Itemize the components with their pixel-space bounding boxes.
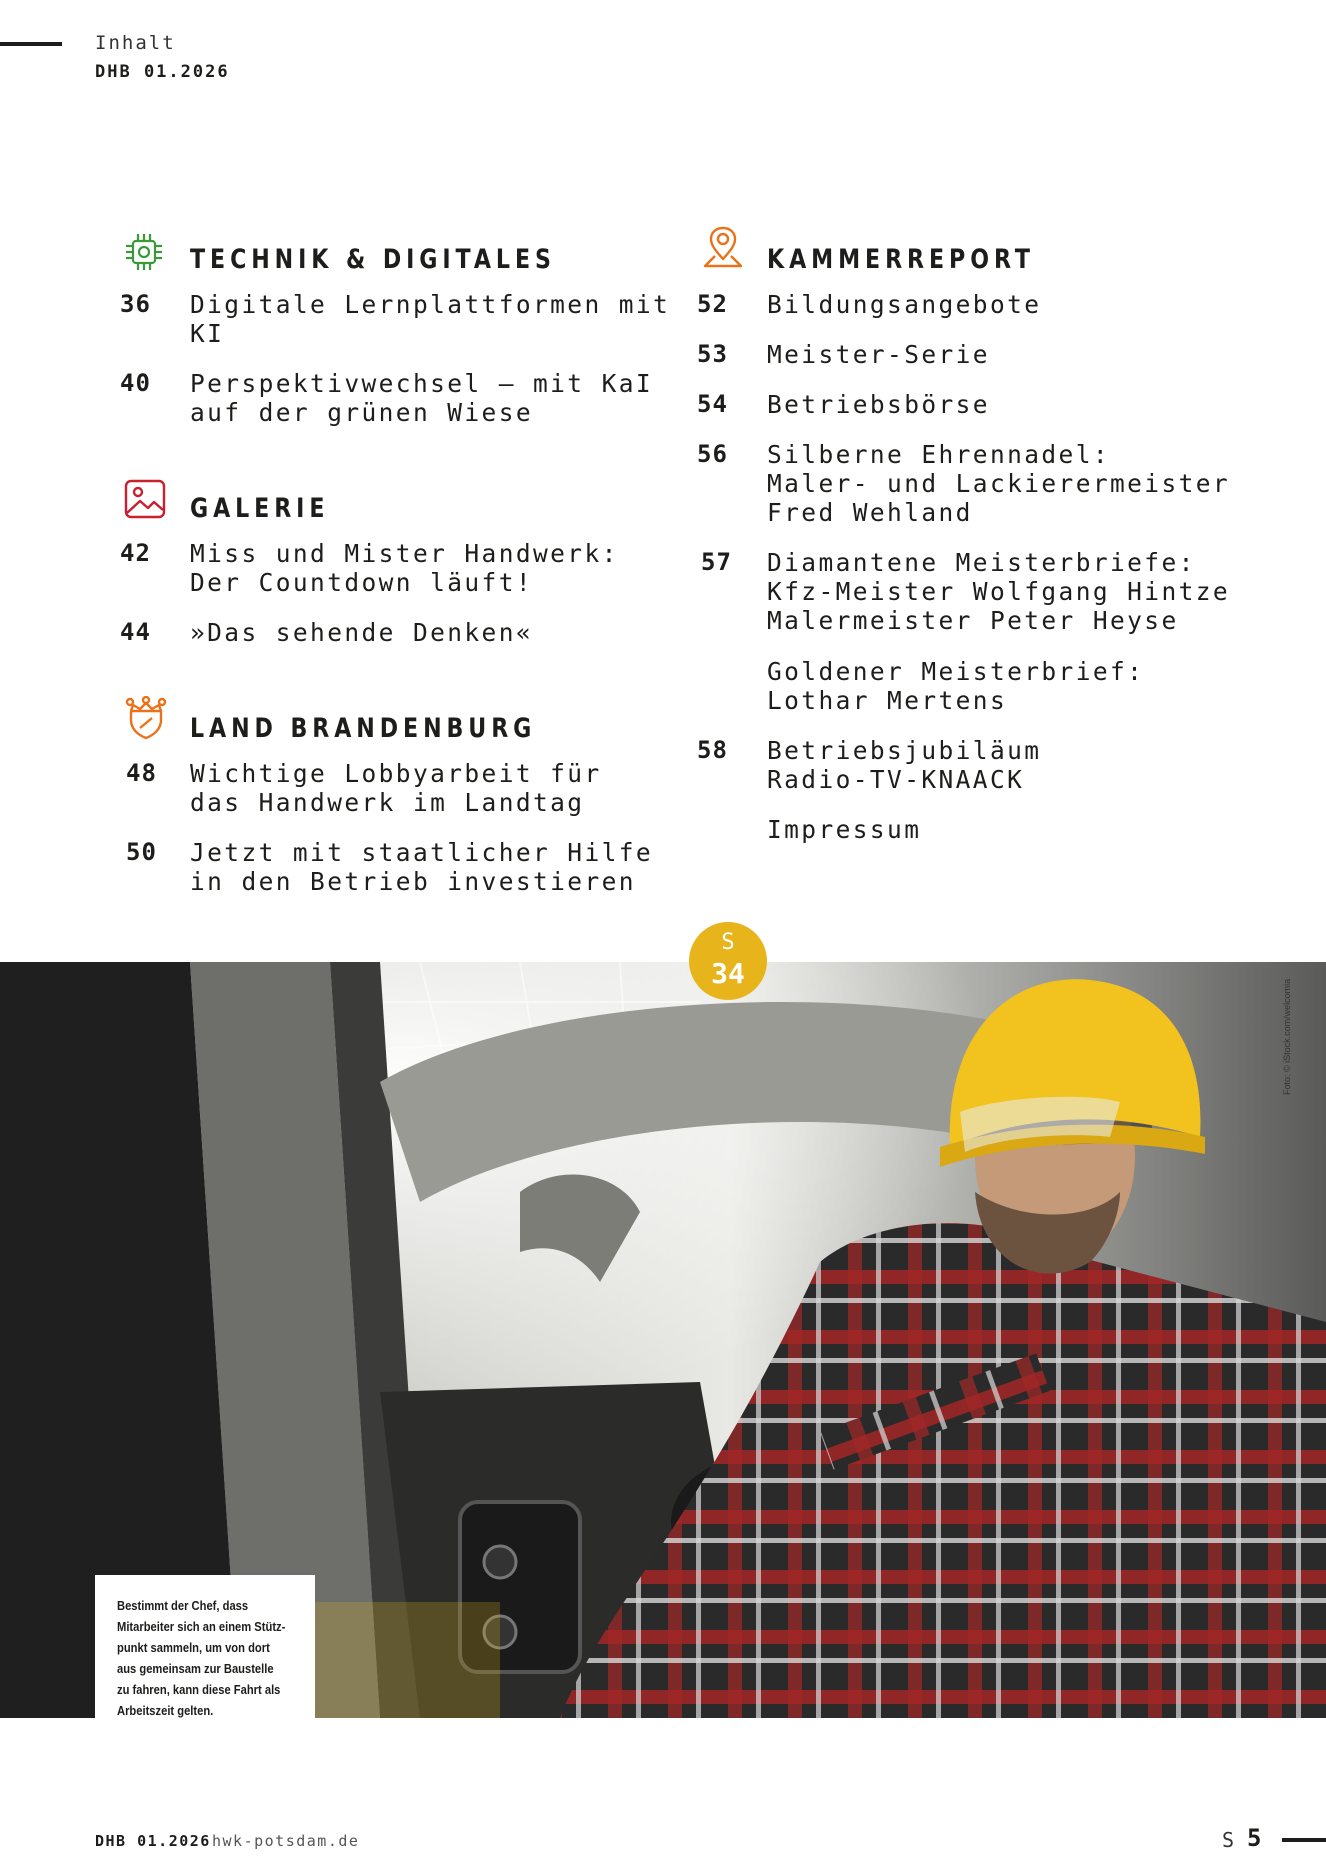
page-reference-badge[interactable] bbox=[689, 922, 767, 1000]
section-title: LAND BRANDENBURG bbox=[190, 713, 537, 744]
toc-page-number: 42 bbox=[120, 539, 151, 567]
toc-entry-title: Digitale Lernplattformen mit KI bbox=[190, 290, 671, 348]
toc-right-column bbox=[697, 230, 1297, 865]
footer-page-prefix: S bbox=[1222, 1828, 1235, 1852]
toc-entry[interactable] bbox=[697, 440, 1297, 527]
toc-entry[interactable] bbox=[120, 539, 680, 597]
section-title: KAMMERREPORT bbox=[767, 244, 1035, 275]
toc-page-number: 36 bbox=[120, 290, 151, 318]
toc-page-number: 56 bbox=[697, 440, 728, 468]
footer-website-link[interactable]: hwk-potsdam.de bbox=[212, 1832, 360, 1850]
image-icon bbox=[123, 477, 167, 521]
toc-entry-title: Betriebsjubiläum Radio-TV-KNAACK bbox=[767, 736, 1042, 794]
toc-entry-title: »Das sehende Denken« bbox=[190, 618, 534, 647]
toc-entry[interactable] bbox=[697, 340, 1297, 369]
toc-entry[interactable] bbox=[697, 657, 1297, 715]
badge-page-number: 34 bbox=[711, 957, 745, 990]
toc-page-number: 48 bbox=[126, 759, 157, 787]
header-rule bbox=[0, 42, 62, 46]
toc-entry-title: Goldener Meisterbrief: Lothar Mertens bbox=[767, 657, 1145, 715]
toc-entry-title: Wichtige Lobbyarbeit für das Handwerk im Landtag bbox=[190, 759, 602, 817]
toc-page-number: 57 bbox=[701, 548, 732, 576]
toc-entry[interactable] bbox=[697, 290, 1297, 319]
toc-entry-title: Bildungsangebote bbox=[767, 290, 1042, 319]
section-land-brandenburg bbox=[120, 699, 680, 896]
photo-credit: Foto: © iStock.com/welcomia bbox=[1282, 978, 1292, 1095]
toc-entry-title: Meister-Serie bbox=[767, 340, 990, 369]
toc-page-number bbox=[697, 815, 767, 844]
toc-entry[interactable] bbox=[126, 759, 680, 817]
toc-entry-title: Miss und Mister Handwerk: Der Countdown läuft! bbox=[190, 539, 619, 597]
badge-prefix: S bbox=[721, 930, 735, 955]
toc-entry-title: Diamantene Meisterbriefe: Kfz-Meister Wolfgang Hintze Malermeister Peter Heyse bbox=[767, 548, 1231, 635]
section-technik-digitales bbox=[120, 230, 680, 427]
toc-page-number: 54 bbox=[697, 390, 728, 418]
footer-page-number: 5 bbox=[1247, 1824, 1262, 1852]
toc-entry[interactable] bbox=[120, 369, 680, 427]
toc-entry-title: Jetzt mit staatlicher Hilfe in den Betrieb investieren bbox=[190, 838, 654, 896]
toc-page-number bbox=[697, 657, 767, 715]
toc-entry-title: Betriebsbörse bbox=[767, 390, 990, 419]
photo-caption: Bestimmt der Chef, dass Mitarbeiter sich an einem Stütz- punkt sammeln, um von dort aus gemeinsam zur Baustelle zu fahren, kann diese Fahrt als Arbeitszeit gelten. bbox=[117, 1598, 286, 1718]
section-title: TECHNIK & DIGITALES bbox=[190, 244, 556, 275]
footer-rule bbox=[1282, 1838, 1326, 1842]
toc-entry[interactable] bbox=[120, 290, 680, 348]
toc-page-number: 40 bbox=[120, 369, 151, 397]
footer-issue: DHB 01.2026 bbox=[95, 1832, 211, 1850]
toc-page-number: 50 bbox=[126, 838, 157, 866]
map-pin-icon bbox=[701, 226, 745, 270]
toc-entry[interactable] bbox=[697, 736, 1297, 794]
crown-shield-icon bbox=[124, 696, 168, 740]
toc-entry-title: Perspektivwechsel – mit KaI auf der grünen Wiese bbox=[190, 369, 654, 427]
header-section-label: Inhalt bbox=[95, 32, 176, 54]
photo-caption-box bbox=[95, 1575, 315, 1720]
toc-entry[interactable] bbox=[697, 390, 1297, 419]
toc-page-number: 52 bbox=[697, 290, 728, 318]
toc-entry[interactable] bbox=[120, 618, 680, 647]
toc-entry[interactable] bbox=[697, 815, 1297, 844]
section-title: GALERIE bbox=[190, 493, 330, 524]
toc-entry[interactable] bbox=[697, 548, 1297, 635]
chip-icon bbox=[122, 230, 166, 274]
toc-entry-title: Impressum bbox=[767, 815, 922, 844]
section-galerie bbox=[120, 479, 680, 647]
section-kammerreport bbox=[697, 230, 1297, 844]
toc-entry[interactable] bbox=[126, 838, 680, 896]
toc-page-number: 44 bbox=[120, 618, 151, 646]
toc-entry-title: Silberne Ehrennadel: Maler- und Lackierermeister Fred Wehland bbox=[767, 440, 1231, 527]
toc-page-number: 58 bbox=[697, 736, 728, 764]
toc-page-number: 53 bbox=[697, 340, 728, 368]
toc-left-column bbox=[120, 230, 680, 917]
header-issue-label: DHB 01.2026 bbox=[95, 62, 230, 82]
